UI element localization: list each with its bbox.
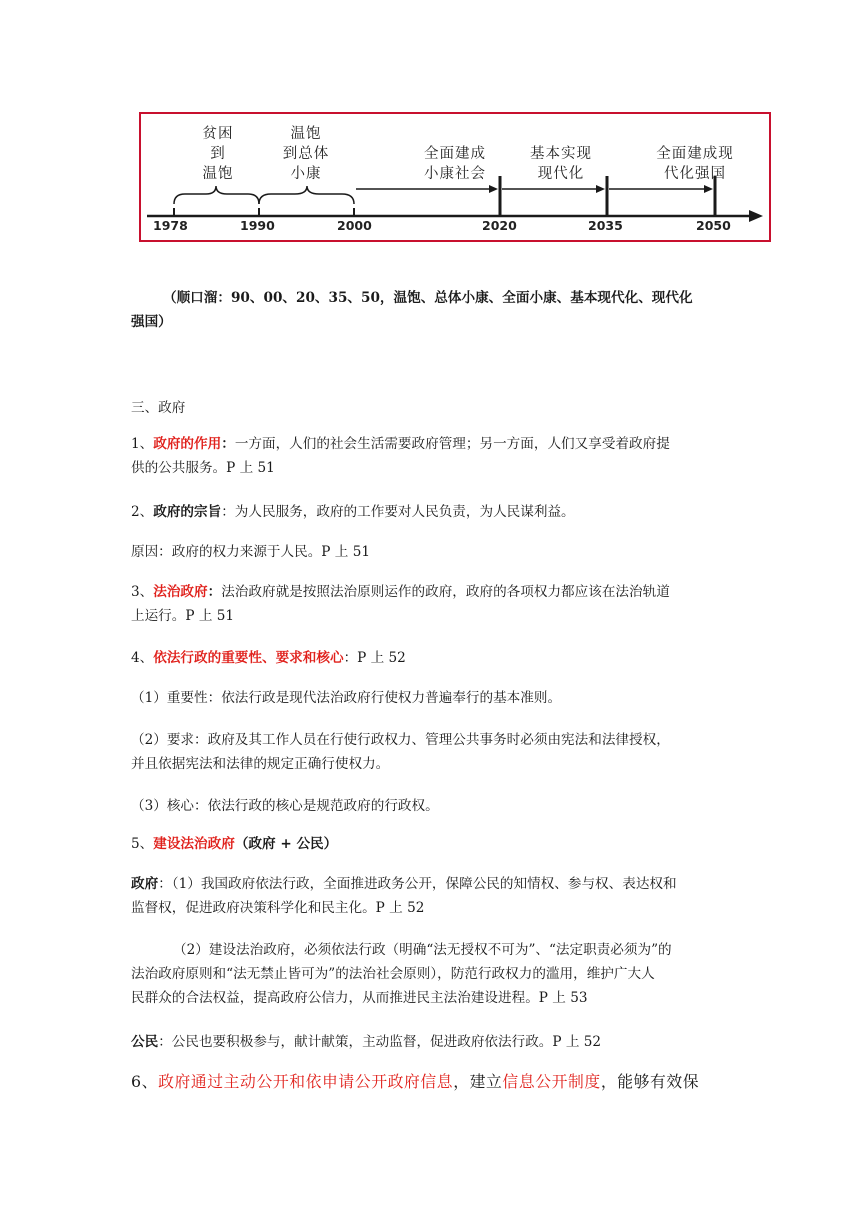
item-3-text-cont: 上运行。P 上 51: [131, 608, 235, 624]
citizen-label: 公民: [131, 1034, 159, 1050]
timeline-label-modern-power: 全面建成现 代化强国: [656, 146, 734, 182]
mnemonic-note: [131, 286, 731, 334]
item-colon: ：: [221, 436, 235, 452]
item-5-government: [131, 872, 731, 920]
item-4-sub-1: （1）重要性：依法行政是现代法治政府行使权力普遍奉行的基本准则。: [131, 690, 562, 706]
timeline-label-moderately-prosperous: 温饱 到总体 小康: [282, 126, 330, 182]
timeline-year: 2020: [482, 218, 517, 233]
item-1-text: 一方面，人们的社会生活需要政府管理；另一方面，人们又享受着政府提: [234, 436, 670, 452]
timeline-label-fully-built-society: 全面建成 小康社会: [424, 146, 486, 182]
item-1-title: 政府的作用: [153, 436, 222, 452]
timeline-year: 1978: [153, 218, 188, 233]
item-4-title: 依法行政的重要性、要求和核心: [153, 650, 344, 666]
item-1-text-cont: 供的公共服务。P 上 51: [131, 460, 275, 476]
timeline-year: 2000: [337, 218, 372, 233]
government-label: 政府: [131, 876, 159, 892]
item-6-red-1: 政府通过主动公开和依申请公开政府信息: [158, 1072, 454, 1091]
item-3: [131, 580, 731, 628]
timeline-label-basic-modernization: 基本实现 现代化: [530, 146, 592, 182]
citizen-text: ：公民也要积极参与，献计献策，主动监督，促进政府依法行政。P 上 52: [158, 1034, 602, 1050]
item-4-sub-3: （3）核心：依法行政的核心是规范政府的行政权。: [131, 798, 439, 814]
item-5-suffix: （政府 + 公民）: [234, 836, 338, 852]
government-point-1-cont: 监督权，促进政府决策科学化和民主化。P 上 52: [131, 900, 425, 916]
item-3-title: 法治政府: [153, 584, 208, 600]
timeline-figure: [139, 112, 771, 242]
timeline-year: 1990: [240, 218, 275, 233]
brace-1990-2000: [259, 186, 354, 204]
timeline-year: 2035: [588, 218, 623, 233]
item-1: [131, 432, 731, 480]
timeline-arrowhead: [749, 210, 763, 222]
item-4: [131, 646, 731, 670]
item-number: 4、: [131, 650, 154, 666]
item-number: 5、: [131, 836, 154, 852]
item-5: [131, 832, 731, 856]
item-3-text: 法治政府就是按照法治原则运作的政府，政府的各项权力都应该在法治轨道: [221, 584, 670, 600]
item-number: 1、: [131, 436, 154, 452]
item-2-title: 政府的宗旨: [153, 504, 222, 520]
item-4-sub-2-line-2: 并且依据宪法和法律的规定正确行使权力。: [131, 756, 390, 772]
government-point-1: ：（1）我国政府依法行政，全面推进政务公开，保障公民的知情权、参与权、表达权和: [158, 876, 677, 892]
item-2: [131, 500, 731, 524]
item-colon: ：: [207, 584, 222, 600]
item-number: 2、: [131, 504, 154, 520]
item-5-title: 建设法治政府: [153, 836, 235, 852]
item-2-text: ：为人民服务，政府的工作要对人民负责，为人民谋利益。: [221, 504, 575, 520]
item-4-suffix: ：P 上 52: [343, 650, 406, 666]
item-5-government-2: [131, 938, 731, 1010]
brace-1978-1990: [174, 186, 259, 204]
timeline-year: 2050: [696, 218, 731, 233]
item-5-citizen: [131, 1030, 731, 1054]
section-title: 三、政府: [131, 400, 186, 416]
government-point-2-line-3: 民群众的合法权益，提高政府公信力，从而推进民主法治建设进程。P 上 53: [131, 990, 588, 1006]
item-4-sub-2: [131, 728, 731, 776]
item-6-red-2: 信息公开制度: [502, 1072, 601, 1091]
timeline-label-poverty-to-subsistence: 贫困 到 温饱: [202, 126, 234, 182]
government-point-2-line-2: 法治政府原则和“法无禁止皆可为”的法治社会原则），防范行政权力的滥用，维护广大人: [131, 966, 655, 982]
item-4-sub-2-line-1: （2）要求：政府及其工作人员在行使行政权力、管理公共事务时必须由宪法和法律授权，: [131, 732, 670, 748]
mnemonic-line-2: 强国）: [131, 314, 172, 330]
mnemonic-line-1: （顺口溜：90、00、20、35、50，温饱、总体小康、全面小康、基本现代化、现代化: [163, 290, 693, 306]
item-6: [131, 1070, 731, 1094]
item-number: 6、: [131, 1072, 159, 1091]
item-6-mid: ，建立: [453, 1072, 503, 1091]
item-6-end: ，能够有效保: [600, 1072, 700, 1091]
government-point-2-line-1: （2）建设法治政府，必须依法行政（明确“法无授权不可为”、“法定职责必须为”的: [173, 942, 672, 958]
item-number: 3、: [131, 584, 154, 600]
item-2-reason: 原因：政府的权力来源于人民。P 上 51: [131, 544, 370, 560]
